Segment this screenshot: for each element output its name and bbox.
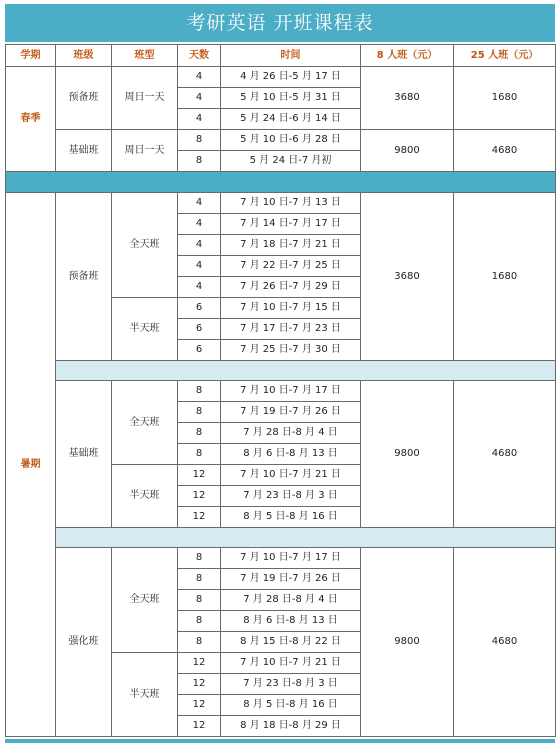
time-cell: 7 月 28 日-8 月 4 日 xyxy=(221,590,361,611)
time-cell: 7 月 10 日-7 月 17 日 xyxy=(221,381,361,402)
time-cell: 5 月 10 日-5 月 31 日 xyxy=(221,88,361,109)
days-cell: 4 xyxy=(178,214,221,235)
days-cell: 6 xyxy=(178,319,221,340)
class-cell: 预备班 xyxy=(56,67,112,130)
price-8-cell: 3680 xyxy=(361,67,454,130)
time-cell: 7 月 23 日-8 月 3 日 xyxy=(221,674,361,695)
header-days: 天数 xyxy=(178,45,221,67)
price-8-cell: 3680 xyxy=(361,193,454,361)
section-divider xyxy=(6,172,556,193)
days-cell: 4 xyxy=(178,235,221,256)
price-25-cell: 4680 xyxy=(454,381,556,528)
time-cell: 8 月 18 日-8 月 29 日 xyxy=(221,716,361,737)
days-cell: 4 xyxy=(178,88,221,109)
price-8-cell: 9800 xyxy=(361,381,454,528)
price-8-cell: 9800 xyxy=(361,548,454,737)
bottom-bar xyxy=(5,739,555,743)
price-25-cell: 1680 xyxy=(454,67,556,130)
time-cell: 5 月 24 日-7 月初 xyxy=(221,151,361,172)
days-cell: 8 xyxy=(178,444,221,465)
time-cell: 8 月 5 日-8 月 16 日 xyxy=(221,695,361,716)
group-divider xyxy=(6,528,556,548)
days-cell: 8 xyxy=(178,548,221,569)
price-25-cell: 4680 xyxy=(454,130,556,172)
page-title: 考研英语 开班课程表 xyxy=(5,4,555,42)
days-cell: 6 xyxy=(178,298,221,319)
divider-cell xyxy=(56,528,556,548)
table-row xyxy=(6,130,556,151)
days-cell: 12 xyxy=(178,716,221,737)
schedule-table xyxy=(5,44,556,737)
days-cell: 12 xyxy=(178,674,221,695)
days-cell: 8 xyxy=(178,611,221,632)
time-cell: 8 月 15 日-8 月 22 日 xyxy=(221,632,361,653)
divider-cell xyxy=(56,361,556,381)
time-cell: 7 月 26 日-7 月 29 日 xyxy=(221,277,361,298)
days-cell: 8 xyxy=(178,590,221,611)
time-cell: 7 月 17 日-7 月 23 日 xyxy=(221,319,361,340)
days-cell: 8 xyxy=(178,402,221,423)
class-cell: 预备班 xyxy=(56,193,112,361)
type-cell: 半天班 xyxy=(112,465,178,528)
days-cell: 4 xyxy=(178,193,221,214)
days-cell: 8 xyxy=(178,381,221,402)
days-cell: 12 xyxy=(178,653,221,674)
time-cell: 7 月 23 日-8 月 3 日 xyxy=(221,486,361,507)
table-row xyxy=(6,193,556,214)
days-cell: 8 xyxy=(178,151,221,172)
days-cell: 8 xyxy=(178,569,221,590)
type-cell: 全天班 xyxy=(112,548,178,653)
type-cell: 周日一天 xyxy=(112,130,178,172)
term-summer: 暑期 xyxy=(6,193,56,737)
divider-cell xyxy=(6,172,556,193)
class-cell: 基础班 xyxy=(56,130,112,172)
time-cell: 7 月 10 日-7 月 21 日 xyxy=(221,653,361,674)
time-cell: 7 月 25 日-7 月 30 日 xyxy=(221,340,361,361)
type-cell: 全天班 xyxy=(112,193,178,298)
days-cell: 8 xyxy=(178,632,221,653)
table-row xyxy=(6,381,556,402)
time-cell: 5 月 10 日-6 月 28 日 xyxy=(221,130,361,151)
price-25-cell: 1680 xyxy=(454,193,556,361)
time-cell: 7 月 10 日-7 月 13 日 xyxy=(221,193,361,214)
days-cell: 4 xyxy=(178,256,221,277)
time-cell: 8 月 6 日-8 月 13 日 xyxy=(221,611,361,632)
days-cell: 12 xyxy=(178,465,221,486)
time-cell: 8 月 6 日-8 月 13 日 xyxy=(221,444,361,465)
time-cell: 7 月 22 日-7 月 25 日 xyxy=(221,256,361,277)
table-row xyxy=(6,548,556,569)
days-cell: 4 xyxy=(178,277,221,298)
days-cell: 12 xyxy=(178,695,221,716)
term-spring: 春季 xyxy=(6,67,56,172)
time-cell: 7 月 10 日-7 月 15 日 xyxy=(221,298,361,319)
days-cell: 4 xyxy=(178,109,221,130)
days-cell: 6 xyxy=(178,340,221,361)
time-cell: 7 月 14 日-7 月 17 日 xyxy=(221,214,361,235)
table-row xyxy=(6,67,556,88)
header-price-8: 8 人班（元） xyxy=(361,45,454,67)
type-cell: 全天班 xyxy=(112,381,178,465)
type-cell: 半天班 xyxy=(112,298,178,361)
header-price-25: 25 人班（元） xyxy=(454,45,556,67)
days-cell: 8 xyxy=(178,423,221,444)
time-cell: 5 月 24 日-6 月 14 日 xyxy=(221,109,361,130)
class-cell: 强化班 xyxy=(56,548,112,737)
time-cell: 7 月 10 日-7 月 17 日 xyxy=(221,548,361,569)
group-divider xyxy=(6,361,556,381)
class-cell: 基础班 xyxy=(56,381,112,528)
time-cell: 7 月 19 日-7 月 26 日 xyxy=(221,569,361,590)
days-cell: 12 xyxy=(178,507,221,528)
header-type: 班型 xyxy=(112,45,178,67)
days-cell: 4 xyxy=(178,67,221,88)
header-term: 学期 xyxy=(6,45,56,67)
header-time: 时间 xyxy=(221,45,361,67)
type-cell: 周日一天 xyxy=(112,67,178,130)
time-cell: 7 月 28 日-8 月 4 日 xyxy=(221,423,361,444)
header-class: 班级 xyxy=(56,45,112,67)
days-cell: 8 xyxy=(178,130,221,151)
time-cell: 4 月 26 日-5 月 17 日 xyxy=(221,67,361,88)
price-8-cell: 9800 xyxy=(361,130,454,172)
days-cell: 12 xyxy=(178,486,221,507)
type-cell: 半天班 xyxy=(112,653,178,737)
time-cell: 7 月 19 日-7 月 26 日 xyxy=(221,402,361,423)
header-row xyxy=(6,45,556,67)
price-25-cell: 4680 xyxy=(454,548,556,737)
time-cell: 7 月 18 日-7 月 21 日 xyxy=(221,235,361,256)
time-cell: 8 月 5 日-8 月 16 日 xyxy=(221,507,361,528)
time-cell: 7 月 10 日-7 月 21 日 xyxy=(221,465,361,486)
